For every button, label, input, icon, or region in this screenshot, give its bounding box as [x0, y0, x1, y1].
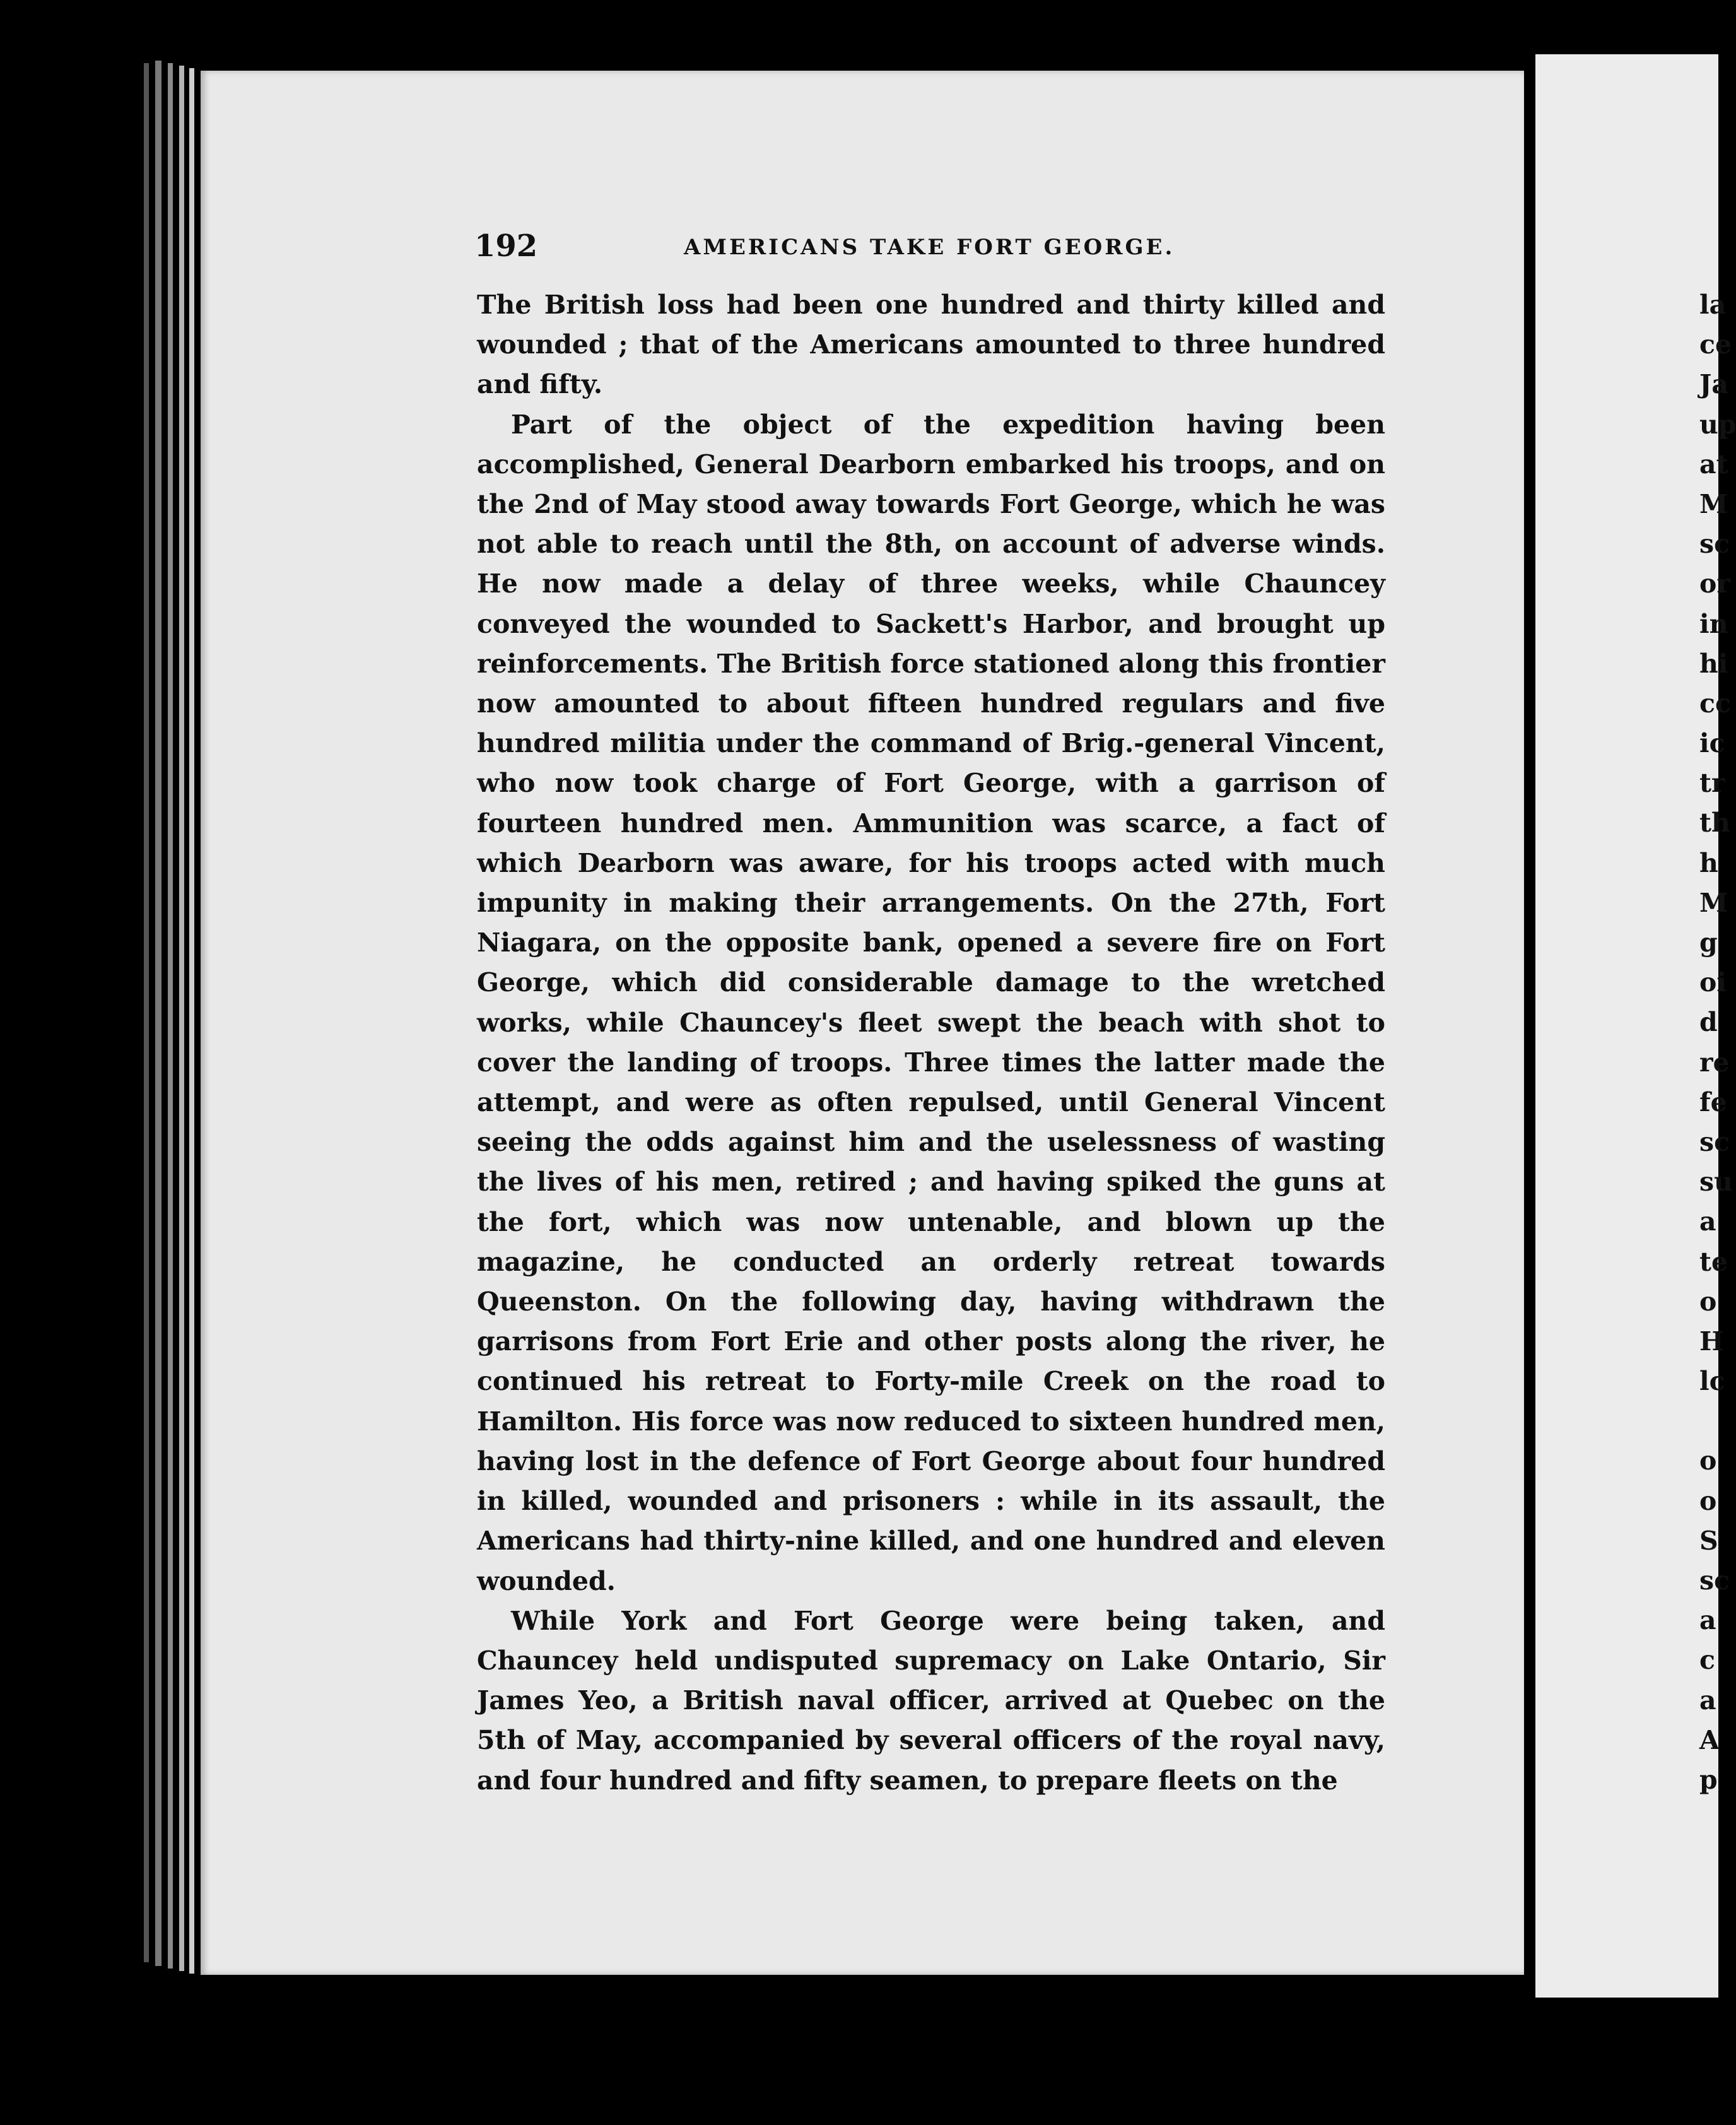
facing-page-line-fragment: sc [1699, 1126, 1730, 1157]
facing-page-line-fragment: M [1699, 488, 1728, 519]
facing-page-line-fragment: d [1699, 1007, 1718, 1038]
page-header [474, 228, 1395, 273]
facing-page-text-fragments [1699, 285, 1736, 1800]
facing-page-line-fragment: c [1699, 1645, 1715, 1676]
facing-page-line-fragment: a [1699, 1206, 1716, 1237]
facing-page-line-fragment: up [1699, 409, 1736, 440]
facing-page-line-fragment: th [1699, 808, 1730, 839]
page-edge [155, 61, 161, 1966]
facing-page-line-fragment: fe [1699, 1086, 1727, 1117]
facing-page-line-fragment: o [1699, 1485, 1717, 1516]
facing-page-line-fragment: H [1699, 1326, 1724, 1357]
facing-page-line-fragment: h [1699, 847, 1718, 878]
facing-page-line-fragment: lc [1699, 1366, 1725, 1397]
facing-page-line-fragment: la [1699, 290, 1727, 320]
facing-page-line-fragment: M [1699, 887, 1728, 918]
page-edge [144, 63, 149, 1962]
facing-page-line-fragment: oi [1699, 967, 1727, 998]
facing-page-line-fragment: Ja [1699, 369, 1728, 400]
facing-page-line-fragment: tr [1699, 768, 1725, 799]
body-text [477, 285, 1385, 1801]
paragraph: Part of the object of the expedition having been accomplished, General Dearborn embarked his troops, and on the 2nd of May stood away towards Fort George, which he was not able to reach until the 8th, on account of adverse winds. He now made a delay of three weeks, while Chauncey conveyed the wounded to Sackett's Harbor, and brought up reinforcements. The British force stationed along this frontier now amounted to about fifteen hundred regulars and five hundred militia under the command of Brig.-general Vincent, who now took charge of Fort George, with a garrison of fourteen hundred men. Ammunition was scarce, a fact of which Dearborn was aware, for his troops acted with much impunity in making their arrangements. On the 27th, Fort Niagara, on the opposite bank, opened a severe fire on Fort George, which did considerable damage to the wretched works, while Chauncey's fleet swept the beach with shot to cover the landing of troops. Three times the latter made the attempt, and were as often repulsed, until General Vincent seeing the odds against him and the uselessness of wasting the lives of his men, retired ; and having spiked the guns at the fort, which was now untenable, and blown up the magazine, he conducted an orderly retreat towards Queenston. On the following day, having withdrawn the garrisons from Fort Erie and other posts along the river, he continued his retreat to Forty-mile Creek on the road to Hamilton. His force was now reduced to sixteen hundred men, having lost in the defence of Fort George about four hundred in killed, wounded and prisoners : while in its assault, the Americans had thirty-nine killed, and one hundred and eleven wounded. [477, 409, 1385, 1596]
right-page [1535, 54, 1718, 1998]
page-number: 192 [474, 228, 538, 264]
facing-page-line-fragment: re [1699, 1047, 1730, 1078]
facing-page-line-fragment: S [1699, 1525, 1718, 1556]
facing-page-line-fragment: te [1699, 1246, 1728, 1277]
facing-page-line-fragment: p [1699, 1764, 1718, 1795]
facing-page-line-fragment: a [1699, 1685, 1716, 1716]
facing-page-line-fragment: o [1699, 1286, 1717, 1317]
page-edge [179, 66, 184, 1971]
paragraph: The British loss had been one hundred and thirty killed and wounded ; that of the Americans amounted to three hundred and fifty. [477, 290, 1385, 400]
facing-page-line-fragment: ce [1699, 329, 1732, 360]
facing-page-line-fragment: sc [1699, 529, 1730, 560]
book-gutter [1525, 0, 1535, 2125]
facing-page-line-fragment: A [1699, 1724, 1720, 1755]
facing-page-gap [1699, 1401, 1725, 1441]
paragraph: While York and Fort George were being taken, and Chauncey held undisputed supremacy on Lake Ontario, Sir James Yeo, a British naval officer, arrived at Quebec on the 5th of May, accompanied by several officers of the royal navy, and four hundred and fifty seamen, to prepare fleets on the [477, 1605, 1385, 1796]
facing-page-line-fragment: g [1699, 927, 1718, 958]
facing-page-line-fragment: in [1699, 608, 1728, 639]
facing-page-line-fragment: cc [1699, 688, 1731, 719]
running-head: AMERICANS TAKE FORT GEORGE. [684, 235, 1175, 260]
page-edge [189, 68, 194, 1974]
facing-page-line-fragment: su [1699, 1167, 1733, 1198]
facing-page-line-fragment: hi [1699, 648, 1728, 679]
facing-page-line-fragment: sc [1699, 1565, 1730, 1596]
facing-page-line-fragment: at [1699, 449, 1728, 480]
facing-page-line-fragment: o [1699, 1445, 1717, 1476]
page-edge [168, 63, 173, 1969]
facing-page-line-fragment: ic [1699, 728, 1725, 759]
facing-page-line-fragment: or [1699, 568, 1730, 599]
facing-page-line-fragment: a [1699, 1605, 1716, 1636]
